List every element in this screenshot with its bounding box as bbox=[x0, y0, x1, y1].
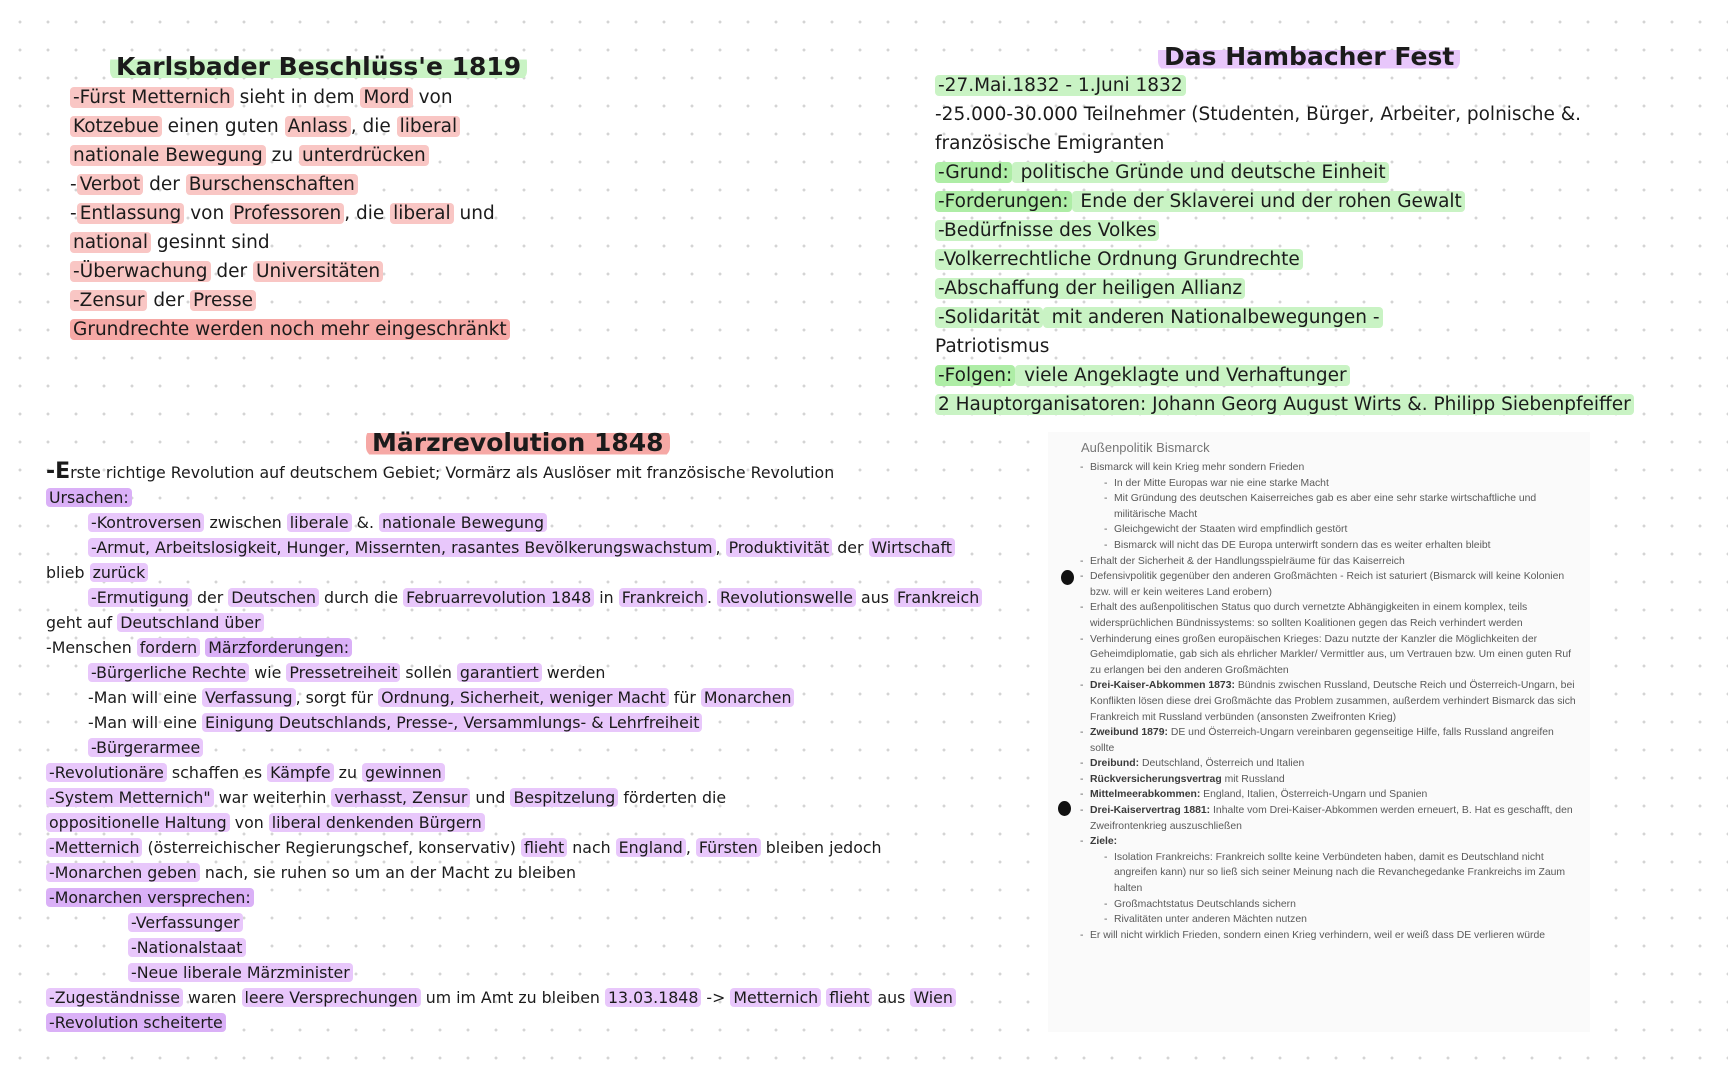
note-line bbox=[935, 245, 1695, 274]
highlighted-text: -Volkerrechtliche Ordnung Grundrechte bbox=[935, 249, 1303, 270]
note-line bbox=[935, 100, 1695, 129]
highlighted-text: -Ermutigung bbox=[88, 588, 192, 607]
text-segment: aus bbox=[856, 588, 894, 607]
text-segment: von bbox=[412, 87, 453, 108]
bold-text: Zweibund 1879: bbox=[1090, 727, 1168, 739]
scan-title: Außenpolitik Bismarck bbox=[1081, 440, 1210, 455]
note-line bbox=[935, 274, 1695, 303]
highlighted-text: Deutschland über bbox=[117, 613, 263, 632]
text-segment: (österreichischer Regierungschef, konservativ) bbox=[142, 838, 521, 857]
highlighted-text: -27.Mai.1832 - 1.Juni 1832 bbox=[935, 75, 1186, 96]
highlighted-text: Wien bbox=[910, 988, 955, 1007]
highlighted-text: -Abschaffung der heiligen Allianz bbox=[935, 278, 1245, 299]
text-segment: um im Amt zu bleiben bbox=[420, 988, 605, 1007]
text-segment: Er will nicht wirklich Frieden, sondern einen Krieg verhindern, weil er weiß dass DE verlieren würde bbox=[1090, 929, 1546, 941]
text-segment: . bbox=[706, 588, 717, 607]
highlighted-text: verhasst, Zensur bbox=[331, 788, 470, 807]
highlighted-text: Ordnung, Sicherheit, weniger Macht bbox=[378, 688, 669, 707]
scan-list-item bbox=[1078, 725, 1578, 756]
note-line bbox=[46, 685, 946, 710]
text-segment: In der Mitte Europas war nie eine starke Macht bbox=[1114, 477, 1329, 489]
scan-list-item bbox=[1078, 569, 1578, 600]
text-segment: zu bbox=[265, 145, 299, 166]
highlighted-text: -Überwachung bbox=[70, 261, 211, 282]
highlighted-text: oppositionelle Haltung bbox=[46, 813, 230, 832]
text-segment: Gleichgewicht der Staaten wird empfindlich gestört bbox=[1114, 524, 1348, 536]
bold-text: Drei-Kaiser-Abkommen 1873: bbox=[1090, 680, 1235, 692]
highlighted-text: -Armut, Arbeitslosigkeit, Hunger, Missernten, rasantes Bevölkerungswachstum bbox=[88, 538, 716, 557]
note-line bbox=[46, 785, 946, 810]
highlighted-text: -Nationalstaat bbox=[128, 938, 246, 957]
text-segment: rste richtige Revolution auf deutschem Gebiet; Vormärz als Auslöser mit französische Revolution bbox=[70, 463, 835, 482]
highlighted-text: nationale Bewegung bbox=[379, 513, 547, 532]
text-segment: - bbox=[70, 174, 77, 195]
scan-list-item bbox=[1078, 850, 1578, 897]
note-line bbox=[935, 390, 1695, 419]
text-segment: DE und Österreich-Ungarn vereinbaren gegenseitige Hilfe, falls Russland angreifen sollte bbox=[1090, 727, 1554, 754]
highlighted-text: nationale Bewegung bbox=[70, 145, 266, 166]
text-segment: und bbox=[453, 203, 495, 224]
note-line bbox=[46, 610, 946, 635]
scan-list-item bbox=[1078, 897, 1578, 913]
note-line bbox=[70, 257, 538, 286]
highlighted-text: Revolutionswelle bbox=[717, 588, 856, 607]
highlighted-text: Fürsten bbox=[696, 838, 761, 857]
text-segment: aus bbox=[872, 988, 911, 1007]
text-segment: war weiterhin bbox=[213, 788, 332, 807]
highlighted-text: Pressetreiheit bbox=[286, 663, 400, 682]
highlighted-text: -Grund: bbox=[935, 162, 1012, 183]
text-segment: Erhalt der Sicherheit & der Handlungsspielräume für das Kaiserreich bbox=[1090, 555, 1405, 567]
highlighted-text: Verbot bbox=[77, 174, 144, 195]
text-segment: zwischen bbox=[204, 513, 287, 532]
text-segment: England, Italien, Österreich-Ungarn und Spanien bbox=[1200, 789, 1428, 801]
highlighted-text: -Forderungen: bbox=[935, 191, 1072, 212]
text-segment: der bbox=[832, 538, 869, 557]
text-segment: wie bbox=[249, 663, 287, 682]
scan-list-item bbox=[1078, 538, 1578, 554]
note-line bbox=[935, 71, 1695, 100]
bold-text: Rückversicherungsvertrag bbox=[1090, 773, 1222, 785]
text-segment: nach bbox=[567, 838, 616, 857]
bullet-dot-icon bbox=[1058, 801, 1071, 816]
scan-list bbox=[1078, 460, 1578, 943]
text-segment: &. bbox=[351, 513, 379, 532]
text-segment: in bbox=[594, 588, 619, 607]
note-line bbox=[70, 141, 538, 170]
note-line bbox=[46, 1010, 946, 1035]
highlighted-text: garantiert bbox=[457, 663, 542, 682]
highlighted-text: Professoren bbox=[230, 203, 344, 224]
scanned-printout-bismarck bbox=[1048, 432, 1590, 1032]
highlighted-text: Kämpfe bbox=[267, 763, 333, 782]
note-line bbox=[70, 228, 538, 257]
text-segment: der bbox=[210, 261, 254, 282]
highlighted-text: Bespitzelung bbox=[510, 788, 618, 807]
highlighted-text: 2 Hauptorganisatoren: Johann Georg August Wirts &. Philipp Siebenpfeiffer bbox=[935, 394, 1634, 415]
note-line bbox=[935, 158, 1695, 187]
note-line bbox=[46, 860, 946, 885]
text-segment: Verhinderung eines großen europäischen Krieges: Dazu nutzte der Kanzler die Möglichkeiten der Geheimdiplomatie, gab sich als ehrlicher Markler/ Vermittler aus, um Vertrauen bzw. Um einen guten Ruf zu erlangen bei den anderen Großmächten bbox=[1090, 633, 1572, 676]
highlighted-text: Universitäten bbox=[253, 261, 383, 282]
text-segment: und bbox=[470, 788, 511, 807]
highlighted-text: Presse bbox=[190, 290, 256, 311]
highlighted-text: -Bedürfnisse des Volkes bbox=[935, 220, 1159, 241]
text-segment: der bbox=[191, 588, 229, 607]
note-line bbox=[46, 735, 946, 760]
maerz-title: Märzrevolution 1848 bbox=[366, 428, 670, 457]
text-segment: von bbox=[229, 813, 269, 832]
note-line bbox=[46, 660, 946, 685]
highlighted-text: Wirtschaft bbox=[869, 538, 955, 557]
text-segment: Bismarck will nicht das DE Europa unterwirft sondern das es weiter erhalten bleibt bbox=[1114, 539, 1491, 551]
highlighted-text: Ursachen: bbox=[46, 488, 132, 507]
highlighted-text: zurück bbox=[90, 563, 149, 582]
text-segment: Erhalt des außenpolitischen Status quo durch vernetzte Abhängigkeiten in einem komplex, teils widersprüchlichen Bündnissystems: so sollten Koalitionen gegen das Reich verhindert werden bbox=[1090, 602, 1528, 629]
text-segment: der bbox=[147, 290, 190, 311]
note-line bbox=[46, 935, 946, 960]
text-segment: blieb bbox=[46, 563, 90, 582]
highlighted-text: flieht bbox=[521, 838, 567, 857]
text-segment: von bbox=[184, 203, 231, 224]
highlighted-text: liberale bbox=[287, 513, 352, 532]
scan-list-item bbox=[1078, 756, 1578, 772]
text-segment: Großmachtstatus Deutschlands sichern bbox=[1114, 898, 1296, 910]
note-line bbox=[46, 810, 946, 835]
highlighted-text: fordern bbox=[137, 638, 200, 657]
scan-list-item bbox=[1078, 928, 1578, 944]
note-line bbox=[70, 286, 538, 315]
text-segment: Bündnis zwischen Russland, Deutsche Reich und Österreich-Ungarn, bei Konflikten lösen diese drei Großmächte das Problem zusammen, außerdem verhindert Bismarck das sich Frankreich mit Russland verbünden (ansonsten Zweifronten Krieg) bbox=[1090, 680, 1576, 723]
highlighted-text: Produktivität bbox=[726, 538, 833, 557]
highlighted-text: -Revolutionäre bbox=[46, 763, 167, 782]
text-segment: waren bbox=[183, 988, 242, 1007]
note-line bbox=[935, 216, 1695, 245]
highlighted-text: unterdrücken bbox=[299, 145, 429, 166]
text-segment: geht auf bbox=[46, 613, 118, 632]
note-line bbox=[935, 129, 1695, 158]
highlighted-text: -Zensur bbox=[70, 290, 147, 311]
note-line bbox=[46, 960, 946, 985]
scan-list-item bbox=[1078, 772, 1578, 788]
note-line bbox=[70, 170, 538, 199]
note-line bbox=[46, 835, 946, 860]
note-line bbox=[46, 510, 946, 535]
karlsbad-title: Karlsbader Beschlüss'e 1819 bbox=[110, 52, 527, 81]
highlighted-text: Monarchen bbox=[701, 688, 795, 707]
highlighted-text: -Solidarität bbox=[935, 307, 1043, 328]
text-segment: zu bbox=[333, 763, 362, 782]
highlighted-text: Märzforderungen: bbox=[205, 638, 352, 657]
note-line bbox=[935, 187, 1695, 216]
section-hambacher-fest bbox=[935, 42, 1695, 419]
highlighted-text: Burschenschaften bbox=[186, 174, 358, 195]
scan-list-item bbox=[1078, 600, 1578, 631]
highlighted-text: mit anderen Nationalbewegungen - bbox=[1043, 307, 1383, 328]
highlighted-text: liberal bbox=[390, 203, 454, 224]
section-maerzrevolution bbox=[46, 428, 980, 1035]
text-segment: nach, sie ruhen so um an der Macht zu bleiben bbox=[199, 863, 577, 882]
karlsbad-body bbox=[68, 83, 538, 344]
scan-list-item bbox=[1078, 460, 1578, 476]
note-line bbox=[46, 485, 946, 510]
text-segment: der bbox=[143, 174, 186, 195]
note-line bbox=[70, 83, 538, 112]
highlighted-text: Deutschen bbox=[228, 588, 319, 607]
highlighted-text: Verfassung bbox=[202, 688, 296, 707]
note-line bbox=[46, 710, 946, 735]
note-line bbox=[46, 560, 946, 585]
hambach-title: Das Hambacher Fest bbox=[1158, 42, 1460, 71]
text-segment: schaffen es bbox=[166, 763, 268, 782]
bold-text: Ziele: bbox=[1090, 836, 1118, 848]
text-segment: -E bbox=[46, 459, 71, 484]
highlighted-text: 13.03.1848 bbox=[605, 988, 701, 1007]
highlighted-text: Metternich bbox=[730, 988, 821, 1007]
scan-list-item bbox=[1078, 678, 1578, 725]
bold-text: Mittelmeerabkommen: bbox=[1090, 789, 1201, 801]
note-line bbox=[46, 910, 946, 935]
highlighted-text: Kotzebue bbox=[70, 116, 162, 137]
highlighted-text: flieht bbox=[826, 988, 872, 1007]
text-segment: gesinnt sind bbox=[150, 232, 270, 253]
scan-list-item bbox=[1078, 787, 1578, 803]
highlighted-text: Ende der Sklaverei und der rohen Gewalt bbox=[1072, 191, 1465, 212]
text-segment: Bismarck will kein Krieg mehr sondern Frieden bbox=[1090, 462, 1305, 473]
note-line bbox=[46, 885, 946, 910]
text-segment: -Menschen bbox=[46, 638, 137, 657]
highlighted-text: -Folgen: bbox=[935, 365, 1015, 386]
highlighted-text: -Bürgerliche Rechte bbox=[88, 663, 249, 682]
section-karlsbader-beschluesse bbox=[68, 52, 538, 344]
highlighted-text: national bbox=[70, 232, 151, 253]
highlighted-text: -Monarchen geben bbox=[46, 863, 200, 882]
highlighted-text: Mord bbox=[360, 87, 412, 108]
bold-text: Dreibund: bbox=[1090, 758, 1140, 770]
text-segment: Rivalitäten unter anderen Mächten nutzen bbox=[1114, 914, 1307, 926]
highlighted-text: Anlass bbox=[285, 116, 351, 137]
text-segment: Deutschland, Österreich und Italien bbox=[1139, 758, 1305, 770]
highlighted-text: Frankreich bbox=[894, 588, 982, 607]
text-segment: Defensivpolitik gegenüber den anderen Großmächten - Reich ist saturiert (Bismarck will keine Kolonien bzw. will er kein weiteres Land erobern) bbox=[1090, 571, 1565, 598]
scan-list-item bbox=[1078, 491, 1578, 522]
scan-list-item bbox=[1078, 834, 1578, 850]
hambach-body bbox=[935, 71, 1695, 419]
highlighted-text: -Bürgerarmee bbox=[88, 738, 203, 757]
highlighted-text: -Monarchen versprechen: bbox=[46, 888, 254, 907]
note-line bbox=[935, 303, 1695, 332]
highlighted-text: Entlassung bbox=[77, 203, 185, 224]
highlighted-text: Februarrevolution 1848 bbox=[403, 588, 594, 607]
highlighted-text: liberal denkenden Bürgern bbox=[269, 813, 485, 832]
text-segment: , die bbox=[350, 116, 397, 137]
scan-list-item bbox=[1078, 912, 1578, 928]
text-segment: , bbox=[685, 838, 696, 857]
highlighted-text: leere Versprechungen bbox=[242, 988, 421, 1007]
highlighted-text: -Neue liberale Märzminister bbox=[128, 963, 353, 982]
bold-text: Drei-Kaiservertrag 1881: bbox=[1090, 805, 1211, 817]
note-line bbox=[46, 459, 946, 485]
note-line bbox=[46, 635, 946, 660]
text-segment: Inhalte vom Drei-Kaiser-Abkommen werden erneuert, B. Hat es geschafft, den Zweifrontenkrieg auszuschließen bbox=[1090, 805, 1573, 832]
note-line bbox=[46, 985, 953, 1010]
scan-list-item bbox=[1078, 632, 1578, 679]
bullet-dot-icon bbox=[1061, 570, 1074, 585]
scan-list-item bbox=[1078, 803, 1578, 834]
highlighted-text: -Fürst Metternich bbox=[70, 87, 234, 108]
scan-list-item bbox=[1078, 522, 1578, 538]
text-segment: werden bbox=[541, 663, 606, 682]
note-line bbox=[46, 535, 952, 560]
text-segment: französische Emigranten bbox=[935, 133, 1165, 154]
text-segment: -25.000-30.000 Teilnehmer (Studenten, Bürger, Arbeiter, polnische &. bbox=[935, 104, 1582, 125]
note-line bbox=[70, 112, 538, 141]
scan-list-item bbox=[1078, 476, 1578, 492]
text-segment: durch die bbox=[319, 588, 404, 607]
note-line bbox=[46, 585, 980, 610]
text-segment: Isolation Frankreichs: Frankreich sollte keine Verbündeten haben, damit es Deutschland nicht angreifen kann) nur so ließ sich seiner Meinung nach die Revanchegedanke Frankreichs im Zaum halten bbox=[1114, 851, 1566, 895]
highlighted-text: -Revolution scheiterte bbox=[46, 1013, 226, 1032]
text-segment: -Man will eine bbox=[88, 713, 203, 732]
highlighted-text: -System Metternich" bbox=[46, 788, 214, 807]
text-segment: -Man will eine bbox=[88, 688, 203, 707]
highlighted-text: -Kontroversen bbox=[88, 513, 204, 532]
highlighted-text: politische Gründe und deutsche Einheit bbox=[1012, 162, 1389, 183]
text-segment: sieht in dem bbox=[233, 87, 361, 108]
highlighted-text: -Verfassunger bbox=[128, 913, 243, 932]
note-line bbox=[70, 199, 538, 228]
highlighted-text: England bbox=[616, 838, 686, 857]
note-line bbox=[935, 361, 1695, 390]
text-segment: , sorgt für bbox=[295, 688, 379, 707]
text-segment: - bbox=[70, 203, 77, 224]
highlighted-text: Frankreich bbox=[619, 588, 707, 607]
text-segment: Patriotismus bbox=[935, 336, 1050, 357]
text-segment: Mit Gründung des deutschen Kaiserreiches gab es aber eine sehr starke wirtschaftliche und militärische Macht bbox=[1114, 493, 1537, 520]
highlighted-text: Grundrechte werden noch mehr eingeschränkt bbox=[70, 319, 510, 340]
highlighted-text: viele Angeklagte und Verhaftunger bbox=[1015, 365, 1349, 386]
highlighted-text: gewinnen bbox=[362, 763, 445, 782]
text-segment: bleiben jedoch bbox=[760, 838, 882, 857]
note-line bbox=[46, 760, 946, 785]
highlighted-text: -Metternich bbox=[46, 838, 142, 857]
text-segment: , bbox=[715, 538, 726, 557]
text-segment: sollen bbox=[400, 663, 457, 682]
scan-list-item bbox=[1078, 554, 1578, 570]
text-segment: förderten die bbox=[618, 788, 727, 807]
note-line bbox=[935, 332, 1695, 361]
highlighted-text: liberal bbox=[397, 116, 461, 137]
maerz-body bbox=[46, 459, 980, 1035]
highlighted-text: Einigung Deutschlands, Presse-, Versammlungs- & Lehrfreiheit bbox=[202, 713, 702, 732]
text-segment: einen guten bbox=[161, 116, 285, 137]
text-segment: mit Russland bbox=[1221, 773, 1285, 785]
highlighted-text: -Zugeständnisse bbox=[46, 988, 183, 1007]
text-segment: , die bbox=[344, 203, 391, 224]
text-segment: -> bbox=[701, 988, 731, 1007]
note-line bbox=[70, 315, 538, 344]
text-segment: für bbox=[668, 688, 701, 707]
